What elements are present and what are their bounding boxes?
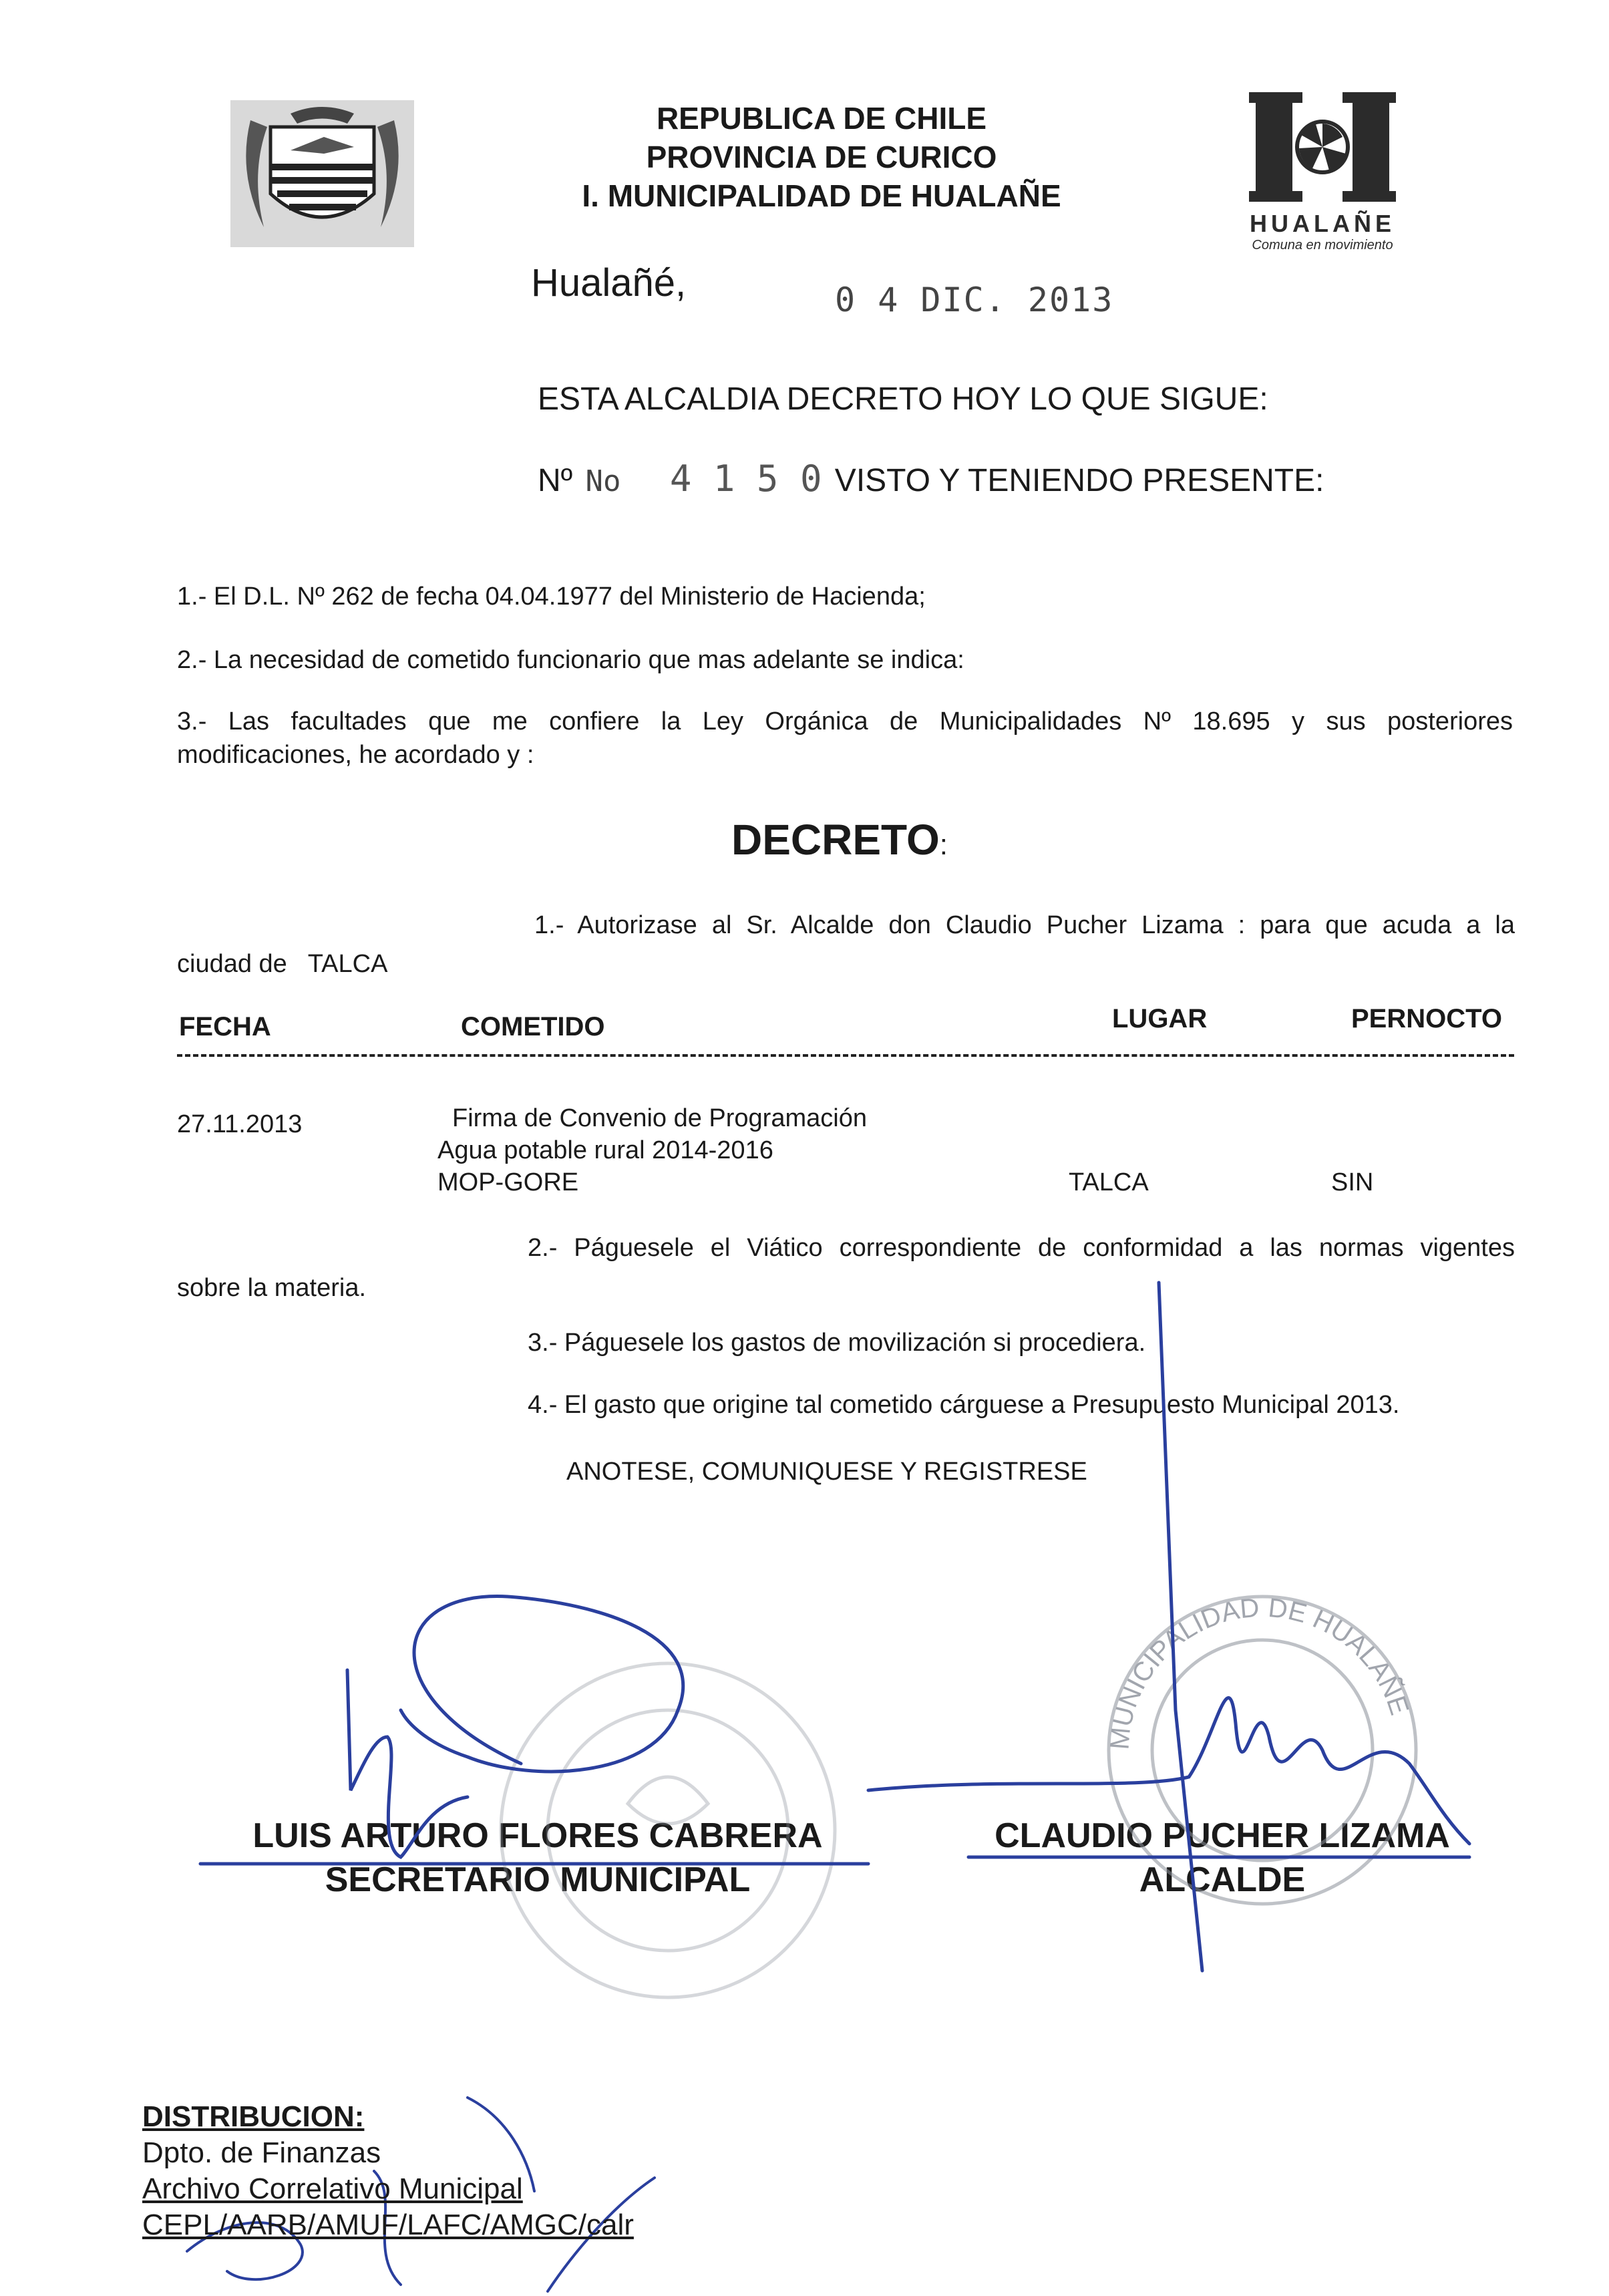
- mayor-name: CLAUDIO PUCHER LIZAMA: [995, 1816, 1450, 1855]
- signature-block-right: [948, 1814, 1496, 1902]
- signature-block-left: [187, 1814, 888, 1902]
- consideration-3: 3.- Las facultades que me confiere la Ley Orgánica de Municipalidades Nº 18.695 y sus posteriores: [177, 707, 1513, 735]
- article-3: 3.- Páguesele los gastos de movilización si procediera.: [528, 1329, 1146, 1357]
- closing-formula: ANOTESE, COMUNIQUESE Y REGISTRESE: [566, 1458, 1087, 1486]
- header-municipality: I. MUNICIPALIDAD DE HUALAÑE: [582, 178, 1061, 213]
- decree-title-text: DECRETO: [731, 816, 940, 864]
- distribution-item: Archivo Correlativo Municipal: [142, 2172, 523, 2205]
- number-suffix: VISTO Y TENIENDO PRESENTE:: [834, 463, 1324, 498]
- date-stamp: 0 4 DIC. 2013: [835, 281, 1114, 319]
- logo-name: HUALAÑE: [1250, 210, 1395, 237]
- mayor-title: ALCALDE: [1139, 1860, 1306, 1899]
- header-republic: REPUBLICA DE CHILE: [656, 101, 987, 136]
- secretary-name: LUIS ARTURO FLORES CABRERA: [252, 1816, 823, 1855]
- distribution-block: [142, 2099, 634, 2243]
- article-1: 1.- Autorizase al Sr. Alcalde don Claudio Pucher Lizama : para que acuda a la: [534, 911, 1515, 939]
- article-2-cont: sobre la materia.: [177, 1274, 367, 1302]
- row-pernocto: SIN: [1331, 1168, 1374, 1196]
- article-2: 2.- Páguesele el Viático correspondiente de conformidad a las normas vigentes: [528, 1234, 1515, 1262]
- consideration-3-cont: modificaciones, he acordado y :: [177, 741, 534, 769]
- col-head-cometido: COMETIDO: [461, 1012, 605, 1041]
- number-prefix: Nº: [538, 463, 573, 498]
- distribution-title: DISTRIBUCION:: [142, 2100, 365, 2133]
- consideration-1: 1.- El D.L. Nº 262 de fecha 04.04.1977 del Ministerio de Hacienda;: [177, 583, 926, 611]
- seal-right-text: MUNICIPALIDAD DE HUALAÑE: [1105, 1593, 1415, 1751]
- distribution-item: Dpto. de Finanzas: [142, 2136, 381, 2169]
- col-head-lugar: LUGAR: [1112, 1004, 1208, 1033]
- decree-number: 4 1 5 0: [669, 458, 822, 500]
- article-1-cont: ciudad de TALCA: [177, 950, 388, 978]
- coat-of-arms-emblem: [230, 100, 414, 247]
- number-stamp-no: No: [585, 464, 621, 498]
- header-province: PROVINCIA DE CURICO: [646, 140, 997, 174]
- distribution-item: CEPL/AARB/AMUF/LAFC/AMGC/calr: [142, 2208, 634, 2241]
- col-head-pernocto: PERNOCTO: [1351, 1004, 1502, 1033]
- col-head-fecha: FECHA: [179, 1012, 271, 1041]
- h-letter-icon: [1249, 87, 1396, 207]
- consideration-2: 2.- La necesidad de cometido funcionario que mas adelante se indica:: [177, 646, 964, 674]
- article-4: 4.- El gasto que origine tal cometido cárguese a Presupuesto Municipal 2013.: [528, 1391, 1400, 1419]
- table-divider: [177, 1054, 1514, 1057]
- decree-number-line: [538, 458, 1324, 500]
- cometido-line-2: Agua potable rural 2014-2016: [437, 1136, 773, 1164]
- row-cometido: [437, 1102, 867, 1198]
- hualane-logo: [1236, 87, 1409, 261]
- logo-tagline: Comuna en movimiento: [1252, 238, 1393, 253]
- decree-title: [731, 815, 948, 864]
- cometido-line-1: Firma de Convenio de Programación: [452, 1104, 867, 1132]
- place-label: Hualañé,: [531, 261, 687, 305]
- row-lugar: TALCA: [1069, 1168, 1149, 1196]
- cometido-line-3: MOP-GORE: [437, 1168, 579, 1196]
- row-fecha: 27.11.2013: [177, 1110, 303, 1138]
- header-block: [468, 99, 1176, 215]
- decree-title-colon: :: [939, 828, 948, 861]
- secretary-title: SECRETARIO MUNICIPAL: [325, 1860, 751, 1899]
- decree-intro: ESTA ALCALDIA DECRETO HOY LO QUE SIGUE:: [538, 381, 1268, 417]
